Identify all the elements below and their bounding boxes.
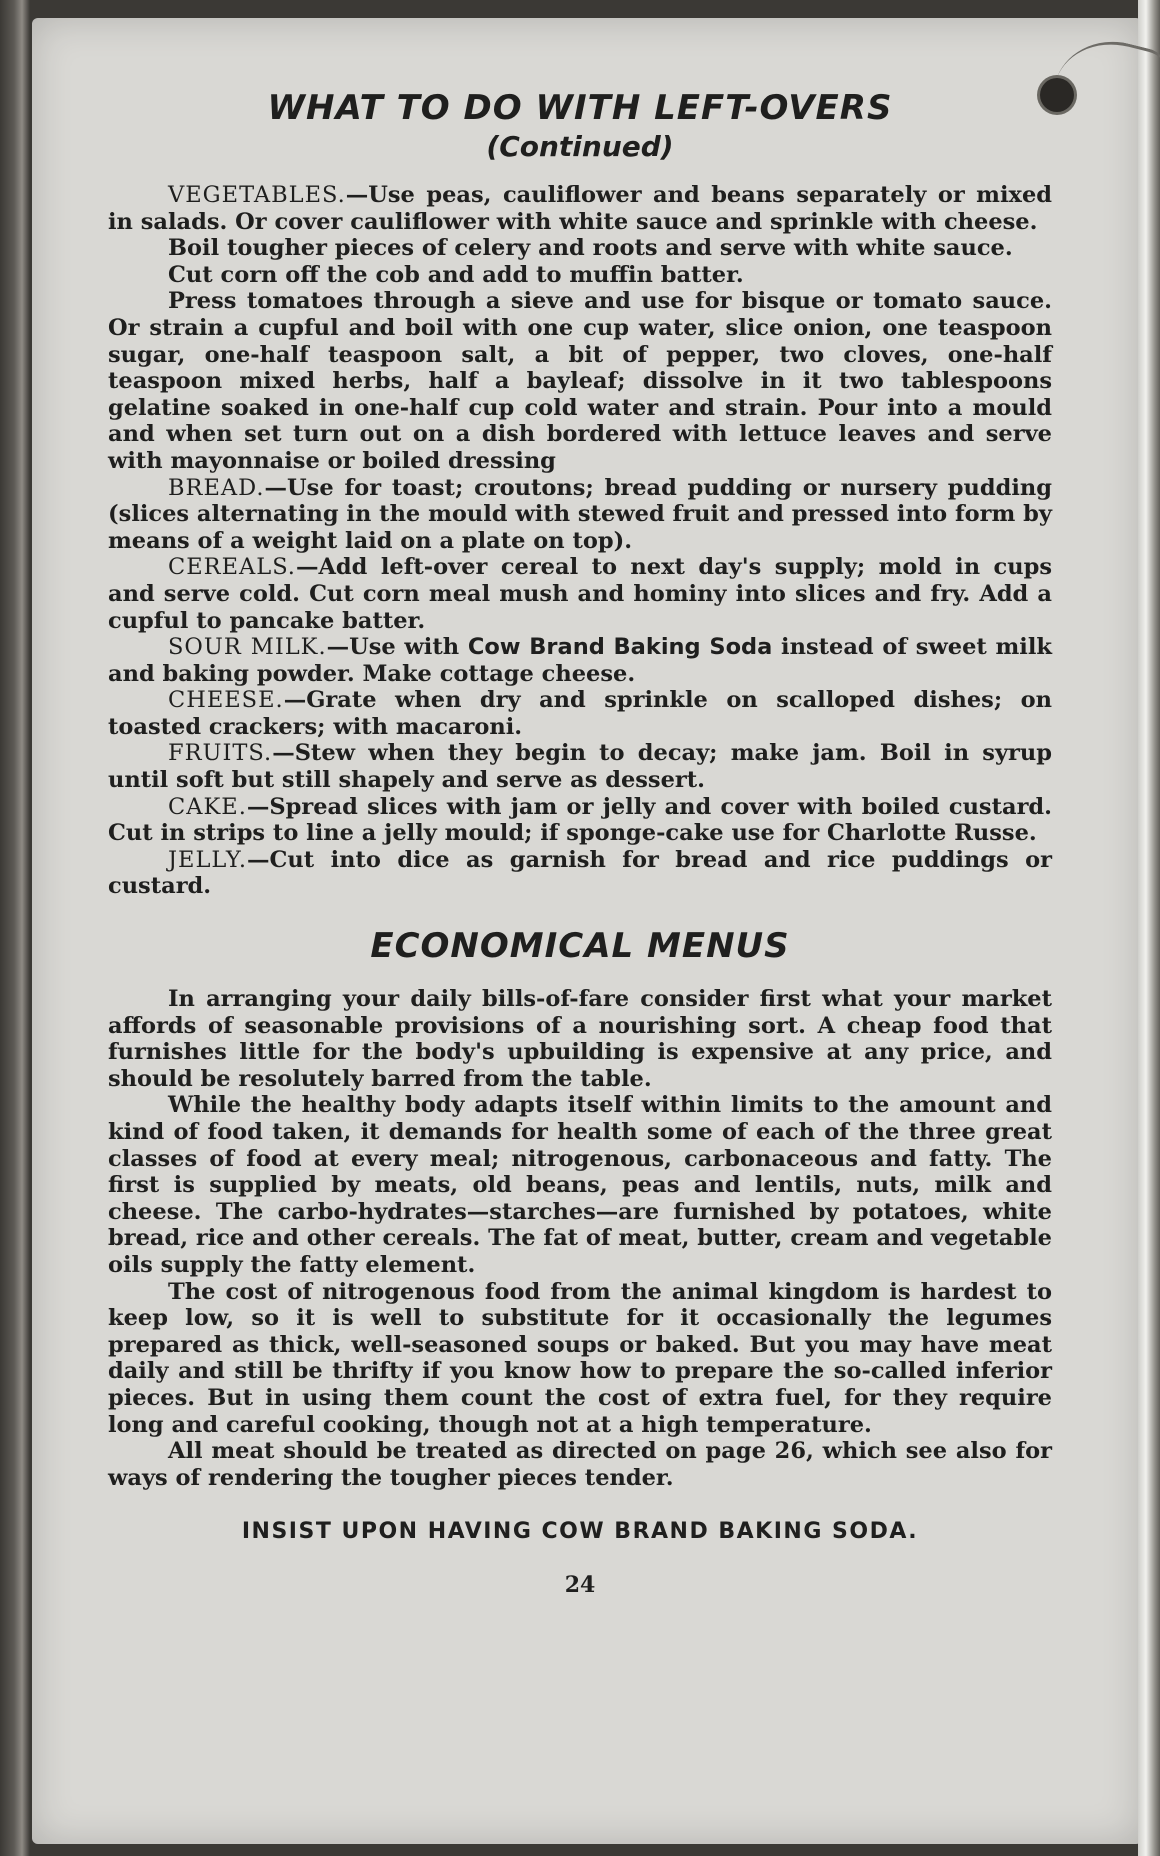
leftover-paragraph (108, 235, 1052, 262)
page-number: 24 (564, 1572, 596, 1599)
page-title: WHAT TO DO WITH LEFT-OVERS (267, 88, 893, 128)
leftover-paragraph (108, 182, 1052, 235)
category-label: CEREALS. (168, 554, 296, 581)
category-label: JELLY. (168, 846, 247, 873)
paragraph-text: —Spread slices with jam or jelly and cover with boiled custard. Cut in strips to line a jelly mould; if sponge-cake use for Charlotte Russe. (108, 793, 1052, 847)
leftover-paragraph (108, 475, 1052, 555)
category-label: FRUITS. (168, 740, 273, 767)
leftover-paragraph (108, 740, 1052, 793)
leftover-paragraph (108, 554, 1052, 634)
paragraph-text: Boil tougher pieces of celery and roots and serve with white sauce. (168, 235, 1013, 262)
paragraph-text: —Grate when dry and sprinkle on scalloped dishes; on toasted crackers; with macaroni. (108, 687, 1052, 740)
category-label: VEGETABLES. (168, 182, 346, 208)
category-label: CHEESE. (168, 687, 284, 714)
leftover-paragraph (108, 288, 1052, 474)
category-label: SOUR MILK. (168, 634, 327, 661)
page-edge (1138, 0, 1160, 1856)
section-title: ECONOMICAL MENUS (370, 926, 790, 967)
menu-paragraph: In arranging your daily bills-of-fare consider first what your market affords of seasonable provisions of a nourishing sort. A cheap food that furnishes little for the body's upbuilding is expensive at any price, and should be resolutely barred from the table. (108, 986, 1052, 1092)
leftover-paragraph (108, 687, 1052, 740)
page-subtitle: (Continued) (486, 130, 674, 163)
menu-paragraph: All meat should be treated as directed on page 26, which see also for ways of rendering the tougher pieces tender. (108, 1438, 1052, 1491)
brand-emphasis: Cow Brand Baking Soda (467, 634, 773, 661)
paragraph-text: —Stew when they begin to decay; make jam. Boil in syrup until soft but still shapely and serve as dessert. (108, 740, 1052, 794)
leftovers-section (108, 182, 1052, 900)
menu-paragraph: The cost of nitrogenous food from the animal kingdom is hardest to keep low, so it is well to substitute for it occasionally the legumes prepared as thick, well-seasoned soups or baked. But you may have meat daily and still be thrifty if you know how to prepare the so-called inferior pieces. But in using them count the cost of extra fuel, for they require long and careful cooking, though not at a high temperature. (108, 1278, 1052, 1438)
paragraph-text: —Cut into dice as garnish for bread and rice puddings or custard. (108, 846, 1052, 900)
leftover-paragraph (108, 847, 1052, 900)
category-label: BREAD. (168, 474, 265, 501)
menu-paragraph: While the healthy body adapts itself within limits to the amount and kind of food taken, it demands for health some of each of the three great classes of food at every meal; nitrogenous, carbonaceous and fatty. The first is supplied by meats, old beans, peas and lentils, nuts, milk and cheese. The carbo-hydrates—starches—are furnished by potatoes, white bread, rice and other cereals. The fat of meat, butter, cream and vegetable oils supply the fatty element. (108, 1092, 1052, 1278)
leftover-paragraph (108, 794, 1052, 847)
paragraph-text: —Add left-over cereal to next day's supply; mold in cups and serve cold. Cut corn meal mush and hominy into slices and fry. Add a cupful to pancake batter. (108, 554, 1052, 634)
advert-footer: INSIST UPON HAVING COW BRAND BAKING SODA. (241, 1519, 919, 1545)
page-content (108, 88, 1052, 1598)
leftover-paragraph (108, 262, 1052, 289)
paragraph-text: —Use with (326, 634, 468, 661)
paragraph-text: —Use for toast; croutons; bread pudding or nursery pudding (slices alternating in the mould with stewed fruit and pressed into form by means of a weight laid on a plate on top). (108, 474, 1052, 554)
paragraph-text: —Use peas, cauliflower and beans separately or mixed in salads. Or cover cauliflower with white sauce and sprinkle with cheese. (108, 182, 1052, 235)
paragraph-text: Cut corn off the cob and add to muffin batter. (168, 261, 744, 288)
paragraph-text: Press tomatoes through a sieve and use for bisque or tomato sauce. Or strain a cupful and boil with one cup water, slice onion, one teaspoon sugar, one-half teaspoon salt, a bit of pepper, two cloves, one-half teaspoon mixed herbs, half a bayleaf; dissolve in it two tablespoons gelatine soaked in one-half cup cold water and strain. Pour into a mould and when set turn out on a dish bordered with lettuce leaves and serve with mayonnaise or boiled dressing (108, 288, 1052, 474)
paragraph-text: instead of sweet milk and baking powder. Make cottage cheese. (108, 634, 1052, 687)
leftover-paragraph (108, 634, 1052, 687)
category-label: CAKE. (168, 793, 247, 820)
menus-section (108, 986, 1052, 1491)
